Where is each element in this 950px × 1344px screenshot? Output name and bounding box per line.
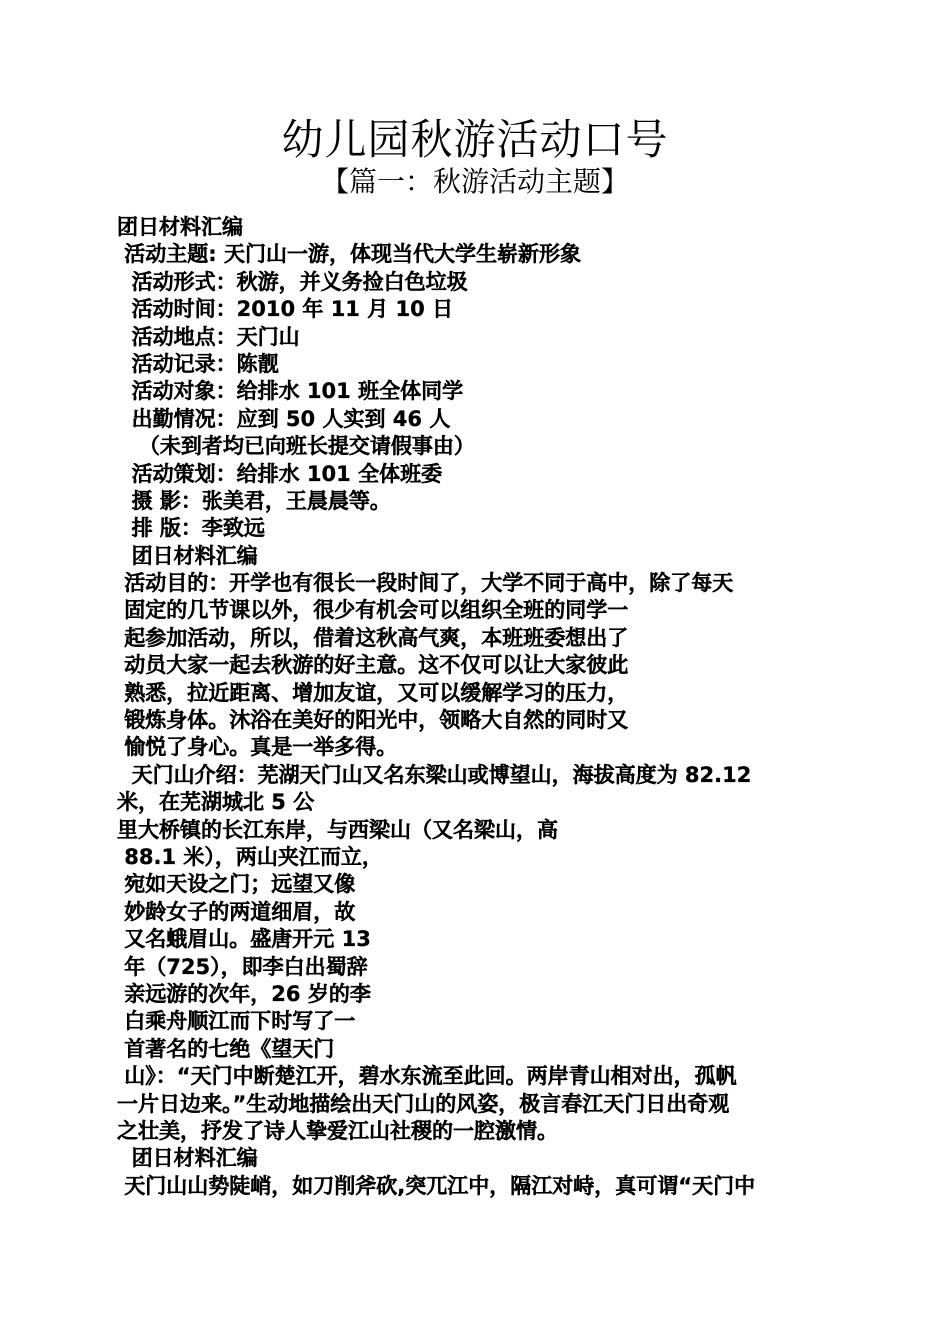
text-line: 白乘舟顺江而下时写了一 <box>117 1009 356 1034</box>
text-line: 活动策划：给排水 101 全体班委 <box>117 461 443 486</box>
text-line: 出勤情况：应到 50 人实到 46 人 <box>117 406 451 431</box>
text-line: 动员大家一起去秋游的好主意。这不仅可以让大家彼此 <box>117 653 629 678</box>
text-line: 年（725），即李白出蜀辞 <box>117 954 368 979</box>
text-line: 又名蛾眉山。盛唐开元 13 <box>117 927 371 952</box>
text-line: 团日材料汇编 <box>117 215 243 239</box>
document-subtitle: 【篇一：秋游活动主题】 <box>320 165 629 198</box>
text-line: 里大桥镇的长江东岸，与西梁山（又名梁山，高 <box>117 817 558 842</box>
text-line: 88.1 米），两山夹江而立， <box>117 844 383 869</box>
text-line: 首著名的七绝《望天门 <box>117 1036 335 1061</box>
text-line: 活动目的：开学也有很长一段时间了，大学不同于高中，除了每天 <box>117 571 734 596</box>
text-line: 团日材料汇编 <box>117 1146 258 1171</box>
text-line: 宛如天设之门；远望又像 <box>117 872 356 897</box>
text-line: 活动主题: 天门山一游，体现当代大学生崭新形象 <box>117 242 582 267</box>
text-line: 活动形式：秋游，并义务捡白色垃圾 <box>117 269 468 294</box>
text-line: 米，在芜湖城北 5 公 <box>117 790 315 815</box>
text-line: 妙龄女子的两道细眉，故 <box>117 899 356 924</box>
document-title: 幼儿园秋游活动口号 <box>281 115 669 164</box>
text-line: 活动时间：2010 年 11 月 10 日 <box>117 297 454 322</box>
text-line: 愉悦了身心。真是一举多得。 <box>117 735 398 760</box>
text-line: 团日材料汇编 <box>117 543 258 568</box>
text-line: 一片日边来。”生动地描绘出天门山的风姿，极言春江天门日出奇观 <box>117 1091 730 1116</box>
text-line: 亲远游的次年，26 岁的李 <box>117 981 371 1006</box>
text-line: 排 版：李致远 <box>117 516 265 541</box>
text-line: 活动记录：陈靓 <box>117 351 279 376</box>
text-line: 熟悉，拉近距离、增加友谊，又可以缓解学习的压力， <box>117 680 629 705</box>
text-line: 固定的几节课以外，很少有机会可以组织全班的同学一 <box>117 598 629 623</box>
text-line: 活动对象：给排水 101 班全体同学 <box>117 379 464 404</box>
text-line: 摄 影：张美君，王晨晨等。 <box>117 488 391 513</box>
text-line: 活动地点：天门山 <box>117 324 300 349</box>
document-body <box>117 214 857 1200</box>
text-line: 天门山山势陡峭，如刀削斧砍,突兀江中，隔江对峙，真可谓“天门中 <box>117 1173 756 1198</box>
text-line: 山》：“天门中断楚江开，碧水东流至此回。两岸青山相对出，孤帆 <box>117 1064 737 1089</box>
text-line: 锻炼身体。沐浴在美好的阳光中，领略大自然的同时又 <box>117 708 629 733</box>
text-line: 天门山介绍：芜湖天门山又名东梁山或博望山，海拔高度为 82.12 <box>117 762 752 787</box>
text-line: （未到者均已向班长提交请假事由） <box>117 434 475 459</box>
text-line: 之壮美，抒发了诗人挚爱江山社稷的一腔激情。 <box>117 1118 558 1143</box>
text-line: 起参加活动，所以，借着这秋高气爽，本班班委想出了 <box>117 625 629 650</box>
